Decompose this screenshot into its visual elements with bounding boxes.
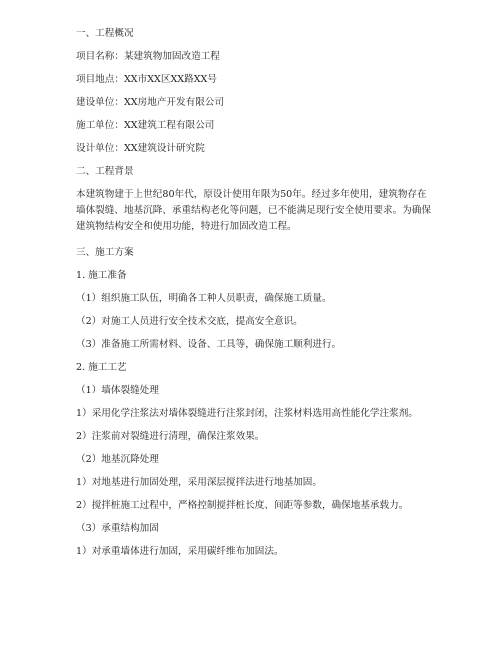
bearing-reinforcement-heading: （3）承重结构加固 [76,523,159,534]
section-heading-overview: 一、工程概况 [76,28,134,39]
preparation-item: （3）准备施工所需材料、设备、工具等，确保施工顺利进行。 [76,339,342,350]
document-body [76,28,436,558]
settlement-treatment-heading: （2）地基沉降处理 [76,454,159,465]
settlement-treatment-item: 1）对地基进行加固处理，采用深层搅拌法进行地基加固。 [76,477,322,488]
bearing-reinforcement-item: 1）对承重墙体进行加固，采用碳纤维布加固法。 [76,546,284,557]
settlement-treatment-item: 2）搅拌桩施工过程中，严格控制搅拌桩长度、间距等参数，确保地基承载力。 [76,500,409,511]
project-location-line: 项目地点：XX市XX区XX路XX号 [76,74,217,85]
section-heading-plan: 三、施工方案 [76,247,134,258]
section-heading-background: 二、工程背景 [76,166,134,177]
subsection-heading-preparation: 1. 施工准备 [76,270,127,281]
project-name-line: 项目名称：某建筑物加固改造工程 [76,51,220,62]
crack-treatment-item: 2）注浆前对裂缝进行清理，确保注浆效果。 [76,431,265,442]
background-paragraph: 本建筑物建于上世纪80年代，原设计使用年限为50年。经过多年使用，建筑物存在墙体裂缝、地基沉降、承重结构老化等问题，已不能满足现行安全使用要求。为确保建筑物结构安全和使用功能，特进行加固改造工程。 [76,189,431,232]
designer-line: 设计单位：XX建筑设计研究院 [76,143,205,154]
subsection-heading-process: 2. 施工工艺 [76,362,127,373]
preparation-item: （1）组织施工队伍，明确各工种人员职责，确保施工质量。 [76,293,332,304]
constructor-line: 施工单位：XX建筑工程有限公司 [76,120,215,131]
crack-treatment-heading: （1）墙体裂缝处理 [76,385,159,396]
preparation-item: （2）对施工人员进行安全技术交底，提高安全意识。 [76,316,303,327]
crack-treatment-item: 1）采用化学注浆法对墙体裂缝进行注浆封闭，注浆材料选用高性能化学注浆剂。 [76,408,418,419]
builder-line: 建设单位：XX房地产开发有限公司 [76,97,224,108]
